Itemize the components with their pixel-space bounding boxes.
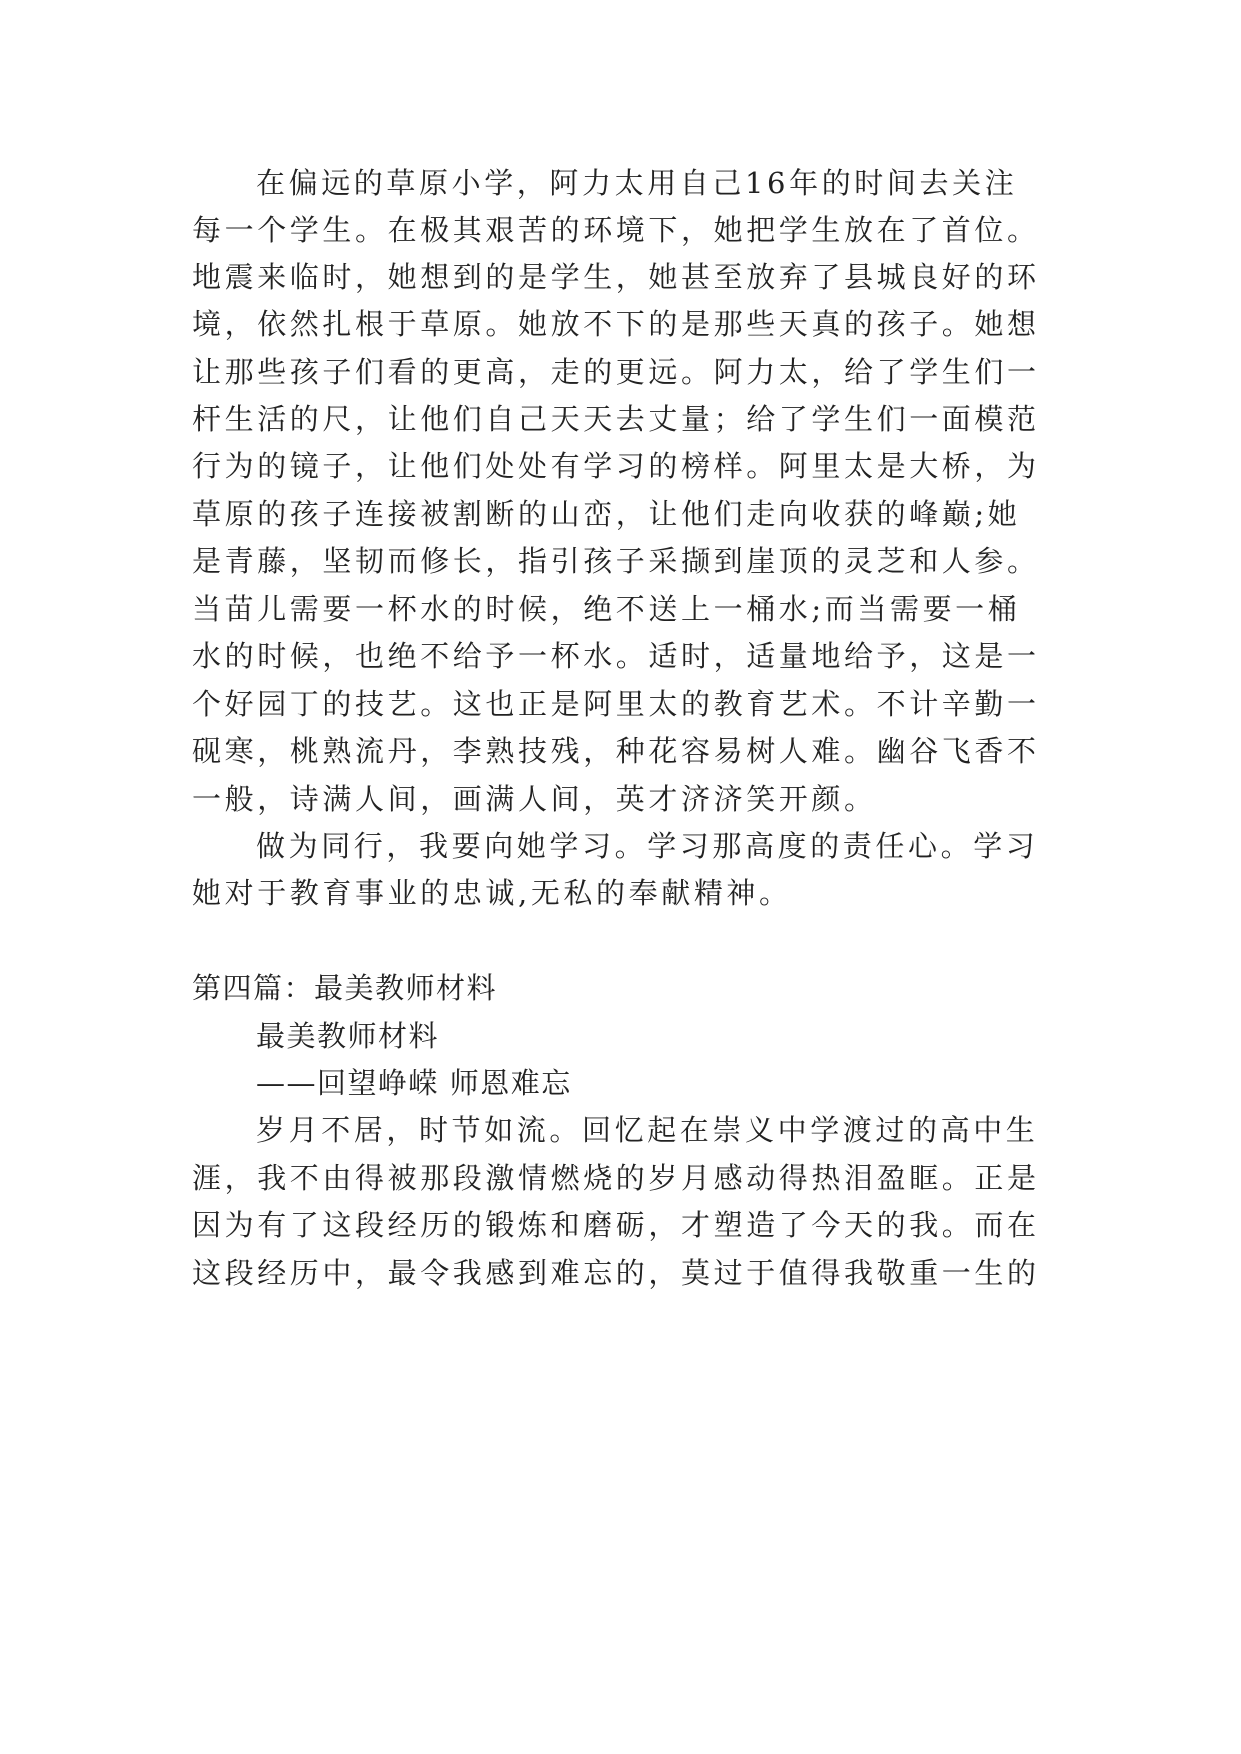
- paragraph-line: 这段经历中，最令我感到难忘的，莫过于值得我敬重一生的: [192, 1256, 1040, 1290]
- article-subtitle: ——回望峥嵘 师恩难忘: [256, 1066, 572, 1100]
- section-heading: 第四篇：最美教师材料: [192, 971, 498, 1005]
- paragraph-line: 岁月不居，时节如流。回忆起在崇义中学渡过的高中生: [256, 1113, 1039, 1147]
- paragraph-line: 境，依然扎根于草原。她放不下的是那些天真的孩子。她想: [192, 307, 1040, 341]
- paragraph-line: 草原的孩子连接被割断的山峦，让他们走向收获的峰巅;她: [192, 497, 1021, 531]
- paragraph-line: 是青藤，坚韧而修长，指引孩子采撷到崖顶的灵芝和人参。: [192, 544, 1040, 578]
- paragraph-line: 个好园丁的技艺。这也正是阿里太的教育艺术。不计辛勤一: [192, 687, 1040, 721]
- paragraph-line: 水的时候，也绝不给予一杯水。适时，适量地给予，这是一: [192, 639, 1040, 673]
- paragraph-line: 杆生活的尺，让他们自己天天去丈量；给了学生们一面模范: [192, 402, 1040, 436]
- paragraph-line: 因为有了这段经历的锻炼和磨砺，才塑造了今天的我。而在: [192, 1208, 1040, 1242]
- paragraph-line: 当苗儿需要一杯水的时候，绝不送上一桶水;而当需要一桶: [192, 592, 1021, 626]
- paragraph-line: 在偏远的草原小学，阿力太用自己16年的时间去关注: [256, 166, 1018, 200]
- paragraph-line: 砚寒，桃熟流丹，李熟技残，种花容易树人难。幽谷飞香不: [192, 734, 1040, 768]
- paragraph-line: 她对于教育事业的忠诚,无私的奉献精神。: [192, 876, 792, 910]
- paragraph-line: 行为的镜子，让他们处处有学习的榜样。阿里太是大桥，为: [192, 449, 1040, 483]
- paragraph-line: 一般，诗满人间，画满人间，英才济济笑开颜。: [192, 782, 877, 816]
- article-title: 最美教师材料: [256, 1019, 440, 1053]
- paragraph-line: 每一个学生。在极其艰苦的环境下，她把学生放在了首位。: [192, 213, 1040, 247]
- paragraph-line: 做为同行，我要向她学习。学习那高度的责任心。学习: [256, 829, 1039, 863]
- paragraph-line: 涯，我不由得被那段激情燃烧的岁月感动得热泪盈眶。正是: [192, 1161, 1040, 1195]
- paragraph-line: 地震来临时，她想到的是学生，她甚至放弃了县城良好的环: [192, 260, 1040, 294]
- paragraph-line: 让那些孩子们看的更高，走的更远。阿力太，给了学生们一: [192, 355, 1040, 389]
